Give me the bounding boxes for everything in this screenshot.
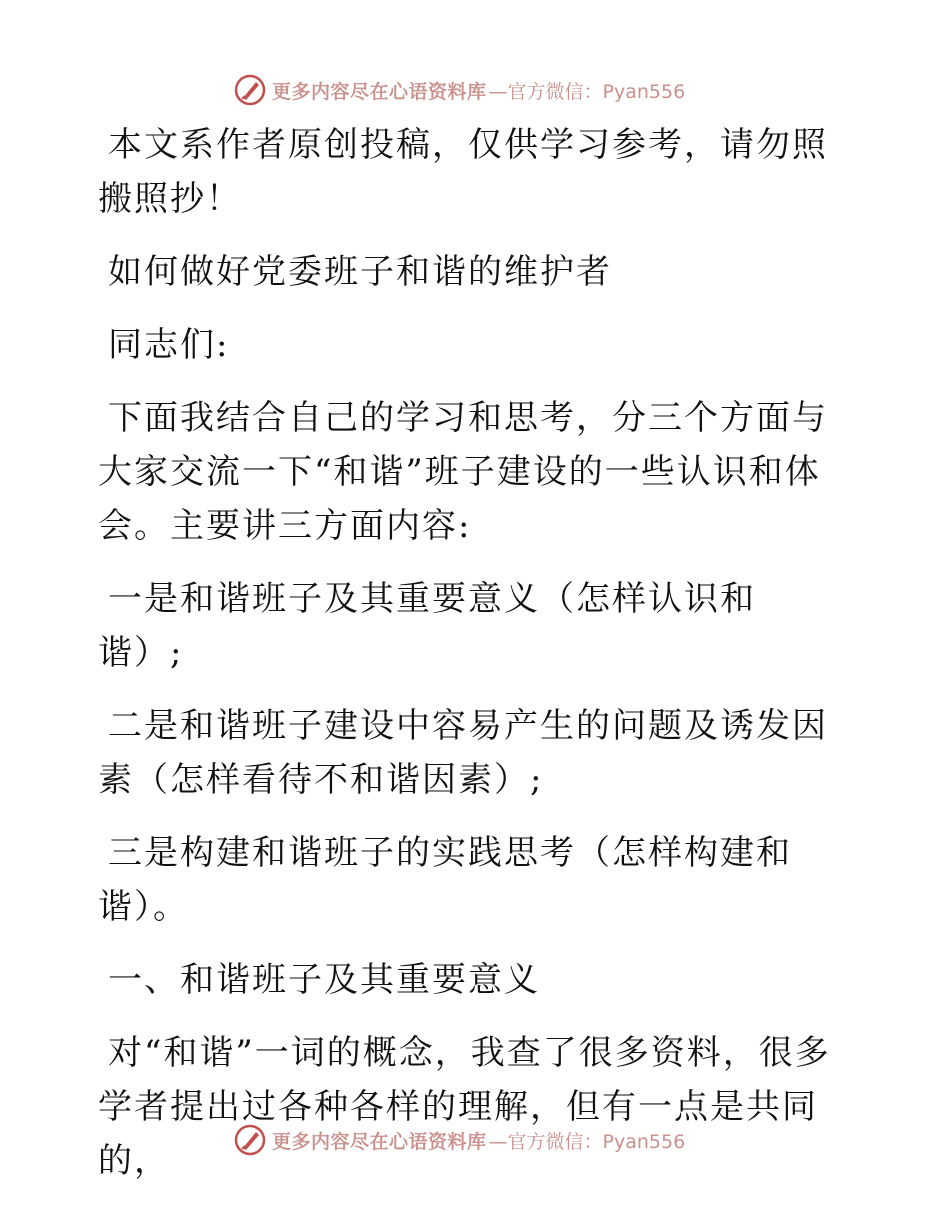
section-heading: 一、和谐班子及其重要意义 [108,960,540,1000]
document-title: 如何做好党委班子和谐的维护者 [108,252,612,292]
paragraph-body: 对“和谐”一词的概念，我查了很多资料，很多学者提出过各种各样的理解，但有一点是共同的， [98,1033,831,1181]
watermark-contact: —官方微信：Pyan556 [488,80,686,103]
quill-logo-icon [234,74,266,106]
document-body [98,118,838,1207]
footer-watermark [234,1122,685,1158]
quill-logo-icon [234,1124,266,1156]
header-watermark [234,72,685,108]
watermark-text: 更多内容尽在心语资料库 [272,80,487,103]
paragraph-point-two: 二是和谐班子建设中容易产生的问题及诱发因素（怎样看待不和谐因素）; [98,706,828,800]
paragraph-disclaimer: 本文系作者原创投稿，仅供学习参考，请勿照搬照抄！ [98,125,828,219]
paragraph-point-one: 一是和谐班子及其重要意义（怎样认识和谐）; [98,579,756,673]
paragraph-point-three: 三是构建和谐班子的实践思考（怎样构建和谐）。 [98,833,792,927]
watermark-contact: —官方微信：Pyan556 [488,1130,686,1153]
watermark-text: 更多内容尽在心语资料库 [272,1130,487,1153]
paragraph-intro: 下面我结合自己的学习和思考，分三个方面与大家交流一下“和谐”班子建设的一些认识和体会。主要讲三方面内容: [98,398,828,546]
paragraph-salutation: 同志们: [108,325,230,365]
